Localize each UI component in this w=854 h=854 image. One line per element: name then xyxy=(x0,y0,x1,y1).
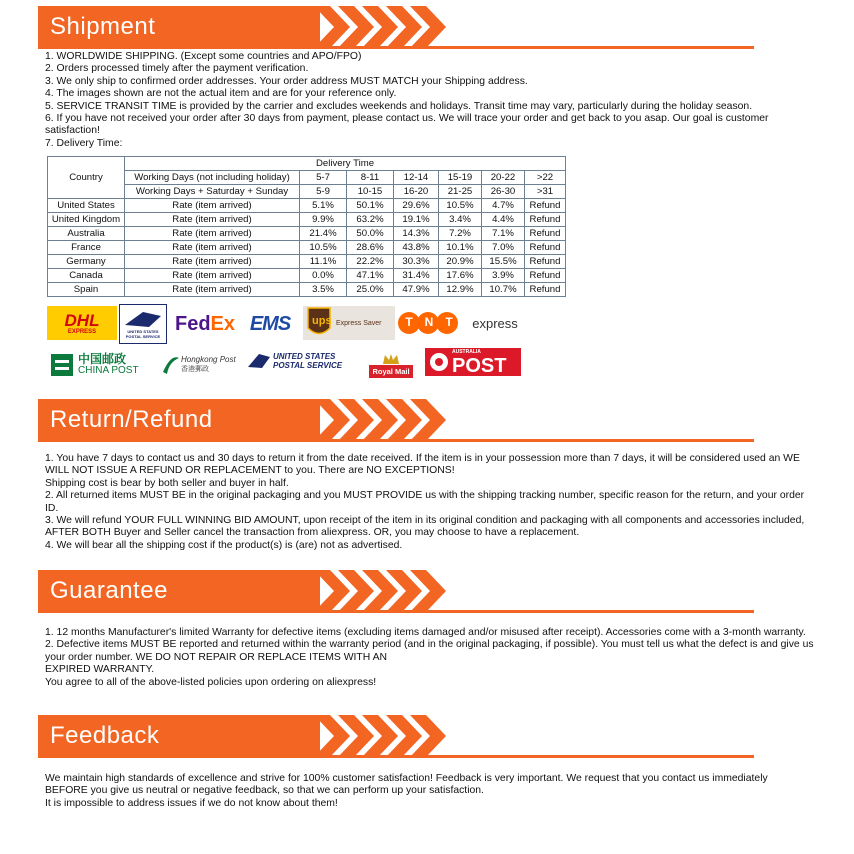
usps-big-line1: UNITED STATES xyxy=(273,352,336,361)
usps-eagle-icon xyxy=(247,352,271,370)
shipment-item-3: 3. We only ship to confirmed order addresses. Your order address MUST MATCH your Shipping address. xyxy=(45,75,528,87)
range-cell: >31 xyxy=(525,185,566,199)
australia-post-logo xyxy=(425,348,521,376)
rate-value-cell: 7.0% xyxy=(482,241,525,255)
shipment-list xyxy=(45,51,815,150)
guarantee-item-4: You agree to all of the above-listed policies upon ordering on aliexpress! xyxy=(45,676,377,688)
rate-value-cell: 0.0% xyxy=(300,269,347,283)
dhl-logo xyxy=(47,306,117,340)
rate-value-cell: 3.4% xyxy=(439,213,482,227)
china-post-logo xyxy=(49,350,159,380)
feedback-header xyxy=(38,715,754,757)
rate-value-cell: Refund xyxy=(525,269,566,283)
fedex-ex: Ex xyxy=(210,312,236,335)
rate-value-cell: 10.5% xyxy=(300,241,347,255)
usps-logo-small xyxy=(119,304,167,344)
rate-value-cell: Refund xyxy=(525,283,566,297)
ups-logo xyxy=(303,306,395,340)
rate-value-cell: 29.6% xyxy=(394,199,439,213)
return-item-5: 4. We will bear all the shipping cost if the product(s) is (are) not as advertised. xyxy=(45,539,403,551)
rate-value-cell: 43.8% xyxy=(394,241,439,255)
rate-value-cell: 4.4% xyxy=(482,213,525,227)
rate-label-cell: Rate (item arrived) xyxy=(125,255,300,269)
ems-logo xyxy=(241,310,299,338)
rate-value-cell: 31.4% xyxy=(394,269,439,283)
country-cell: United States xyxy=(48,199,125,213)
usps-small-text: UNITED STATES POSTAL SERVICE xyxy=(125,329,161,339)
rate-value-cell: 12.9% xyxy=(439,283,482,297)
hongkong-post-logo xyxy=(161,350,241,380)
shipment-item-6: 6. If you have not received your order after 30 days from payment, please contact us. We will trace your order and get back to you asap. Our goal is customer satisfaction! xyxy=(45,113,769,137)
delivery-time-header: Delivery Time xyxy=(125,157,566,171)
return-header xyxy=(38,399,754,441)
range-cell: 21-25 xyxy=(439,185,482,199)
shipment-underline xyxy=(38,46,754,49)
aus-post-text: POST xyxy=(452,355,507,377)
chevron-arrows-icon xyxy=(314,6,454,48)
rate-label-cell: Rate (item arrived) xyxy=(125,227,300,241)
rate-value-cell: Refund xyxy=(525,213,566,227)
fedex-logo xyxy=(171,310,239,338)
rate-value-cell: 7.2% xyxy=(439,227,482,241)
table-row xyxy=(48,269,566,283)
hk-post-swoosh-icon xyxy=(161,352,181,378)
table-row xyxy=(48,227,566,241)
table-row xyxy=(48,171,566,185)
rate-value-cell: 20.9% xyxy=(439,255,482,269)
guarantee-title: Guarantee xyxy=(50,577,168,604)
country-cell: Canada xyxy=(48,269,125,283)
table-row xyxy=(48,185,566,199)
rate-value-cell: 14.3% xyxy=(394,227,439,241)
range-cell: 15-19 xyxy=(439,171,482,185)
tnt-logo xyxy=(397,310,465,336)
country-cell: France xyxy=(48,241,125,255)
royal-mail-logo xyxy=(365,348,417,382)
rate-value-cell: 17.6% xyxy=(439,269,482,283)
china-post-en: CHINA POST xyxy=(78,365,139,376)
guarantee-item-2: 2. Defective items MUST BE reported and returned within the warranty period (and in the original packaging, if possible). You must tell us what the defect is and give us your order number. WE DO NOT REPAIR OR REPLACE ITEMS WITH AN xyxy=(45,639,814,663)
rate-label-cell: Rate (item arrived) xyxy=(125,199,300,213)
country-cell: Germany xyxy=(48,255,125,269)
rate-value-cell: 25.0% xyxy=(347,283,394,297)
rate-label-cell: Rate (item arrived) xyxy=(125,283,300,297)
rate-value-cell: Refund xyxy=(525,227,566,241)
rate-value-cell: 11.1% xyxy=(300,255,347,269)
tnt-express-label: express xyxy=(472,315,518,331)
rate-value-cell: 9.9% xyxy=(300,213,347,227)
rate-value-cell: 19.1% xyxy=(394,213,439,227)
shipment-title: Shipment xyxy=(50,13,156,40)
fedex-fed: Fed xyxy=(174,312,211,335)
chevron-arrows-icon xyxy=(314,570,454,612)
rate-label-cell: Rate (item arrived) xyxy=(125,213,300,227)
shipment-item-1: 1. WORLDWIDE SHIPPING. (Except some countries and APO/FPO) xyxy=(45,51,362,62)
guarantee-item-3: EXPIRED WARRANTY. xyxy=(45,664,155,676)
royal-mail-text: Royal Mail xyxy=(369,365,412,378)
dhl-logo-sub: EXPRESS xyxy=(67,329,97,335)
shipment-header xyxy=(38,6,754,48)
rate-value-cell: 50.0% xyxy=(347,227,394,241)
rate-value-cell: 10.5% xyxy=(439,199,482,213)
carrier-logos xyxy=(47,304,547,384)
return-item-3: 2. All returned items MUST BE in the original packaging and you MUST PROVIDE us with the shipping tracking number, specific reason for the return, and your order ID. xyxy=(45,490,805,514)
guarantee-underline xyxy=(38,610,754,613)
rate-value-cell: 30.3% xyxy=(394,255,439,269)
rate-value-cell: Refund xyxy=(525,255,566,269)
chevron-arrows-icon xyxy=(314,399,454,441)
range-cell: 8-11 xyxy=(347,171,394,185)
aus-post-p-icon xyxy=(428,350,450,374)
rate-value-cell: Refund xyxy=(525,241,566,255)
rate-value-cell: 15.5% xyxy=(482,255,525,269)
range-cell: >22 xyxy=(525,171,566,185)
feedback-item-1: We maintain high standards of excellence and strive for 100% customer satisfaction! Feedback is very important. We request that you contact us immediately BEFORE you give us neutral or negative feedback, so that we can perform up your satisfaction. xyxy=(45,773,768,797)
rate-label-cell: Rate (item arrived) xyxy=(125,241,300,255)
return-list xyxy=(45,453,817,552)
tnt-logo-text: TNT xyxy=(405,315,465,329)
guarantee-header xyxy=(38,570,754,612)
ems-logo-text: EMS xyxy=(249,312,291,335)
china-post-cn: 中国邮政 xyxy=(78,352,127,366)
rate-value-cell: 47.1% xyxy=(347,269,394,283)
rate-rows xyxy=(48,199,566,297)
shipment-item-5: 5. SERVICE TRANSIT TIME is provided by the carrier and excludes weekends and holidays. Transit time may vary, particularly during the holiday season. xyxy=(45,100,753,112)
rate-label-cell: Rate (item arrived) xyxy=(125,269,300,283)
rate-value-cell: Refund xyxy=(525,199,566,213)
range-cell: 5-7 xyxy=(300,171,347,185)
guarantee-item-1: 1. 12 months Manufacturer's limited Warranty for defective items (excluding items damaged and/or misused after receipt). Accessories come with a 3-month warranty. xyxy=(45,627,806,638)
country-cell: Australia xyxy=(48,227,125,241)
table-row xyxy=(48,199,566,213)
delivery-time-table xyxy=(47,156,566,297)
rate-value-cell: 28.6% xyxy=(347,241,394,255)
row-label: Working Days + Saturday + Sunday xyxy=(125,185,300,199)
rate-value-cell: 10.7% xyxy=(482,283,525,297)
table-row xyxy=(48,255,566,269)
rate-value-cell: 21.4% xyxy=(300,227,347,241)
feedback-underline xyxy=(38,755,754,758)
ups-logo-text: ups xyxy=(312,315,332,327)
shipment-item-2: 2. Orders processed timely after the payment verification. xyxy=(45,63,309,75)
rate-value-cell: 7.1% xyxy=(482,227,525,241)
feedback-list xyxy=(45,773,810,810)
range-cell: 12-14 xyxy=(394,171,439,185)
dhl-logo-text: DHL xyxy=(64,311,100,330)
return-item-2: Shipping cost is bear by both seller and buyer in half. xyxy=(45,477,289,489)
rate-value-cell: 47.9% xyxy=(394,283,439,297)
table-row xyxy=(48,283,566,297)
range-cell: 20-22 xyxy=(482,171,525,185)
row-label: Working Days (not including holiday) xyxy=(125,171,300,185)
table-row xyxy=(48,241,566,255)
return-underline xyxy=(38,439,754,442)
rate-value-cell: 3.9% xyxy=(482,269,525,283)
tnt-express-text xyxy=(465,312,525,334)
return-item-4: 3. We will refund YOUR FULL WINNING BID AMOUNT, upon receipt of the item in its original condition and packaging with all components and accessories included, AFTER BOTH Buyer and Seller cancel the transaction from aliexpress. OR, you may choose to have a replacement. xyxy=(45,515,805,539)
range-cell: 5-9 xyxy=(300,185,347,199)
table-row xyxy=(48,213,566,227)
country-cell: United Kingdom xyxy=(48,213,125,227)
feedback-title: Feedback xyxy=(50,722,160,749)
shipment-item-4: 4. The images shown are not the actual item and are for your reference only. xyxy=(45,88,397,100)
return-item-1: 1. You have 7 days to contact us and 30 days to return it from the date received. If the item is in your possession more than 7 days, it will be considered used an WE WILL NOT ISSUE A REFUND OR REPLACEMENT to you. There are NO EXCEPTIONS! xyxy=(45,453,800,477)
aus-post-small: AUSTRALIA xyxy=(452,349,481,355)
rate-value-cell: 10.1% xyxy=(439,241,482,255)
hk-post-cn: 香港郵政 xyxy=(181,366,209,373)
usps-big-line2: POSTAL SERVICE xyxy=(273,361,343,370)
crown-icon xyxy=(382,353,400,365)
country-header: Country xyxy=(48,157,125,199)
hk-post-en: Hongkong Post xyxy=(181,355,236,364)
rate-value-cell: 5.1% xyxy=(300,199,347,213)
ups-express-saver: Express Saver xyxy=(336,319,382,327)
usps-logo-large xyxy=(247,350,357,372)
range-cell: 26-30 xyxy=(482,185,525,199)
chevron-arrows-icon xyxy=(314,715,454,757)
range-cell: 10-15 xyxy=(347,185,394,199)
range-cell: 16-20 xyxy=(394,185,439,199)
rate-value-cell: 50.1% xyxy=(347,199,394,213)
return-title: Return/Refund xyxy=(50,406,213,433)
rate-value-cell: 3.5% xyxy=(300,283,347,297)
shipment-item-7: 7. Delivery Time: xyxy=(45,137,123,149)
rate-value-cell: 22.2% xyxy=(347,255,394,269)
feedback-item-2: It is impossible to address issues if we do not know about them! xyxy=(45,797,338,809)
eagle-icon xyxy=(123,309,163,329)
rate-value-cell: 4.7% xyxy=(482,199,525,213)
rate-value-cell: 63.2% xyxy=(347,213,394,227)
country-cell: Spain xyxy=(48,283,125,297)
guarantee-list xyxy=(45,627,815,689)
china-post-icon xyxy=(49,352,75,378)
